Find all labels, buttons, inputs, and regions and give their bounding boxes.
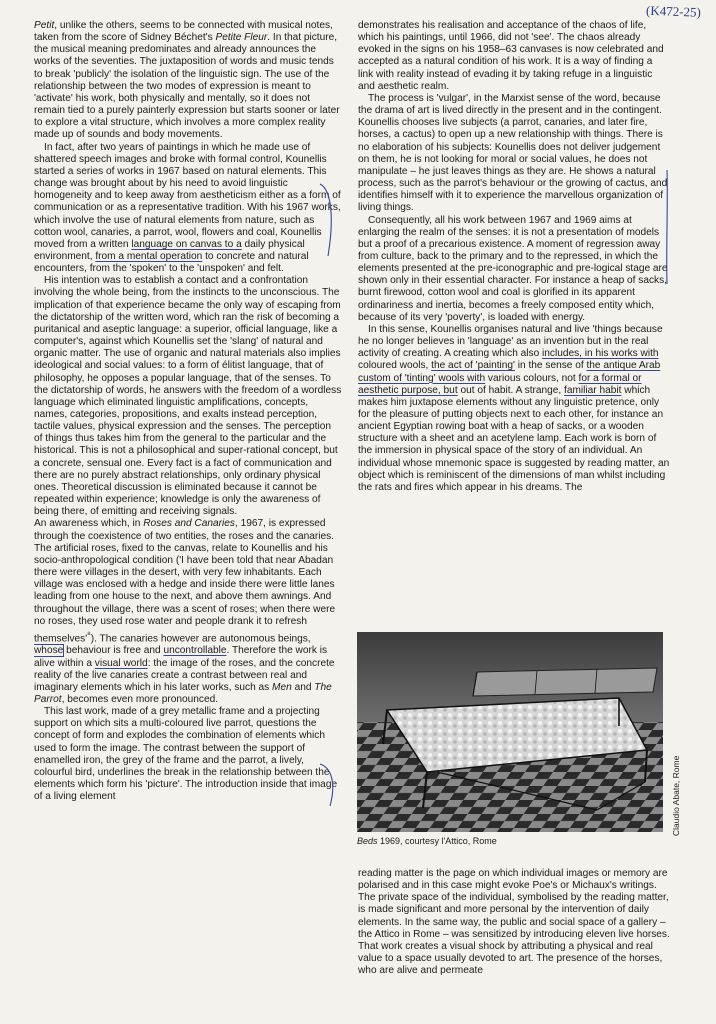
- underlined-phrase: uncontrollable: [163, 645, 227, 657]
- paragraph: This last work, made of a grey metallic frame and a projecting support on which sits a multi-coloured live parrot, questions the concept of form and explodes the combination of elements which used to form the image. The contrast between the support of enamelled iron, the grey of the frame and the parrot, a lively, colourful bird, underlines the break in the relationship between the elements which form his 'picture'. The introduction inside that image of a living element: [34, 706, 338, 803]
- work-title: Petite Fleur: [215, 32, 268, 44]
- right-text-column-top: [358, 20, 670, 616]
- text-run: behaviour is free and: [63, 645, 164, 657]
- paragraph: Consequently, all his work between 1967 and 1969 aims at enlarging the realm of the senses: it is not a presentation of models but a proof of a precarious existence. A moment of regression away from culture, back to the primary and to the repressed, in which the elements presented at the pre-iconographic and pre-logical stage are shown only in their essential character. For instance a heap of sacks, burnt firewood, cotton wool and coal is glorified in its apparent ordinariness and inertia, becomes a freely composed entity which, because of its very 'poverty', is loaded with energy.: [358, 214, 668, 323]
- underlined-phrase: familiar habit: [564, 384, 622, 396]
- caption-text: 1969, courtesy l'Attico, Rome: [377, 836, 497, 846]
- underlined-phrase: includes, in his works with: [542, 348, 659, 360]
- underlined-phrase: visual world: [94, 657, 148, 669]
- work-title: Men: [272, 681, 292, 693]
- paragraph: [34, 20, 342, 142]
- text-run: in the sense of: [514, 360, 587, 372]
- text-run: . In that picture, the musical meaning predominates and already announces the works of the seventies. The juxtaposition of words and music tends to break 'publicly' the isolation of the linguistic sign. The use of the relationship between the two modes of expression is meant to 'activate' his work, both physically and mentally, so it does not remain tied to a purely painterly expression but starts sooner or later to explore a vital structure, which involves a more complex reality made up of sounds and body movements.: [34, 32, 340, 141]
- right-text-column-bottom: [358, 868, 670, 1020]
- boxed-word: whose: [34, 645, 64, 657]
- caption-title: Beds: [357, 836, 378, 846]
- text-run: out of habit. A strange,: [457, 384, 565, 396]
- underlined-phrase: language on canvas to a: [131, 238, 242, 250]
- text-run: In this sense, Kounellis organises natural and live 'things because he no longer believes in 'language' as an invention but in the real activity of creating. A creating which also: [358, 323, 663, 360]
- text-run: to concrete and natural encounters, from the 'spoken' to the 'unspoken' and felt.: [34, 250, 309, 275]
- photo-illustration: [357, 632, 663, 832]
- paragraph: [358, 324, 670, 494]
- work-title: The Parrot: [34, 681, 332, 705]
- text-run: various colours, not: [485, 372, 579, 384]
- text-run: which makes him juxtapose elements without any linguistic pretence, only for the pleasure of putting objects next to each other, for instance an ancient Egyptian rowing boat with a heap of sacks, or a wooden structure with a sheet and an acetylene lamp. Each work is born of the immersion in physical space of the story of an individual. An individual whose mnemonic space is suggested by reading matter, an object which is reminiscent of the dimensions of man whilst including the rats and fires which appear in his dreams. The: [358, 384, 670, 493]
- bed-frame-back: [473, 668, 657, 696]
- underlined-phrase: for a formal or aesthetic purpose, but: [358, 372, 642, 396]
- figure-caption: [357, 836, 497, 846]
- text-run: , becomes even more pronounced.: [61, 693, 219, 705]
- figure: [357, 632, 687, 862]
- text-run: coloured wools,: [358, 360, 432, 372]
- beds-photograph: [357, 632, 663, 832]
- underlined-phrase: the act of 'painting': [431, 360, 515, 372]
- text-run: : the image of the roses, and the concrete reality of the live canaries create a contrast between real and imaginary elements which in his later works, such as: [34, 657, 335, 693]
- underlined-phrase: the antique Arab custom of 'tinting' wools with: [358, 360, 661, 384]
- paragraph: demonstrates his realisation and acceptance of the chaos of life, which his paintings, until 1966, did not 'see'. The chaos already evoked in the signs on his 1958–63 canvases is now celebrated and accepted as a natural condition of his work. It is a way of finding a link with reality instead of evading it by taking refuge in a linguistic and aesthetic realm.: [358, 20, 664, 92]
- footnote-ref: ⁸: [87, 628, 91, 639]
- work-title: Petit: [34, 20, 55, 31]
- paragraph: reading matter is the page on which individual images or memory are polarised and in this case might evoke Poe's or Michaux's writings. The private space of the individual, symbolised by the reading matter, is made significant and more personal by the intervention of daily elements. In the same way, the public and social space of a gallery – the Attico in Rome – was sensitized by introducing eleven live horses. That work creates a visual shock by attributing a physical and real value to a space usually devoted to art. The presence of the horses, who are alive and permeate: [358, 868, 670, 977]
- text-run: and: [291, 681, 315, 693]
- text-run: , 1967, is expressed through the coexistence of two entities, the roses and the canaries. The artificial roses, fixed to the canvas, relate to Kounellis and his socio-anthropological condition ('I have been told that near Abadan there were villages in the desert, with very few inhabitants. Each village was enclosed with a hedge and inside there were little lanes leading from one house to the next, and above them awnings. And throughout the village, there was a scent of roses; when there were no roses, they used rose water and people drank it to refresh themselves': [34, 518, 336, 645]
- text-run: ). The canaries however are autonomous beings,: [90, 633, 311, 645]
- photo-credit: Claudio Abate, Rome: [671, 755, 681, 836]
- text-run: In fact, after two years of paintings in which he made use of shattered speech images and broke with formal control, Kounellis started a series of works in 1967 based on natural elements. This change was brought about by his need to avoid linguistic homogeneity and to keep away from aestheticism either as a form of communication or as a representative tradition. With his 1967 works, which involve the use of natural elements from nature, such as cotton wool, canaries, a parrot, wool, flowers and coal, Kounellis moved from a written: [34, 141, 341, 250]
- paragraph: The process is 'vulgar', in the Marxist sense of the word, because the drama of art is lived directly in the present and in the contingent. Kounellis chooses live subjects (a parrot, canaries, and later fire, horses, a cactus) to open up a new relationship with things. There is no elaboration of his subjects: Kounellis does not deliver judgement on them, he is not looking for moral or social values, he does not manipulate – he just leaves things as they are. He shows a natural process, such as the parrot's behaviour or the growing of cactus, and identifies himself with it to experience the marvellous organization of living things.: [358, 92, 668, 214]
- text-run: . Therefore the work is alive within a: [34, 645, 328, 669]
- work-title: Roses and Canaries: [143, 518, 235, 530]
- archive-stamp: (K472-25): [645, 2, 702, 20]
- paragraph: [34, 518, 342, 706]
- underlined-phrase: from a mental operation: [95, 250, 203, 262]
- text-run: , unlike the others, seems to be connected with musical notes, taken from the score of Sidney Béchet's: [34, 20, 333, 44]
- paragraph: [34, 142, 342, 276]
- text-run: An awareness which, in: [34, 518, 144, 530]
- text-run: daily physical environment,: [34, 238, 305, 262]
- left-text-column: [34, 20, 342, 1020]
- paragraph: His intention was to establish a contact and a confrontation involving the whole being, from the instincts to the unconscious. The implication of that experience became the only way of escaping from the dictatorship of the written word, which ran the risk of becoming a puritanical and aseptic language: a superior, official language, like a computer's, against which Kounellis set the 'slang' of natural and organic matter. The use of organic and natural materials also implies ideological and social values: to a form of élitist language, that of philosophy, he opposes a popular language, that of the senses. To the dictatorship of words, he answers with the freedom of a wordless language which eliminated linguistic amplifications, concepts, names, categories, propositions, and exalts instead perception, tactile values, physical expression and the senses. The perception of things thus takes him from the general to the particular and the historical. This is not a philosophical and super-rational concept, but a concrete, sensual one. Every fact is a fact of communication and there are no purely abstract relationships, only ordinary physical ones. Theoretical discussion is eliminated because it cannot be repeated within experience; knowledge is only the awareness of being there, of emitting and receiving signals.: [34, 275, 342, 518]
